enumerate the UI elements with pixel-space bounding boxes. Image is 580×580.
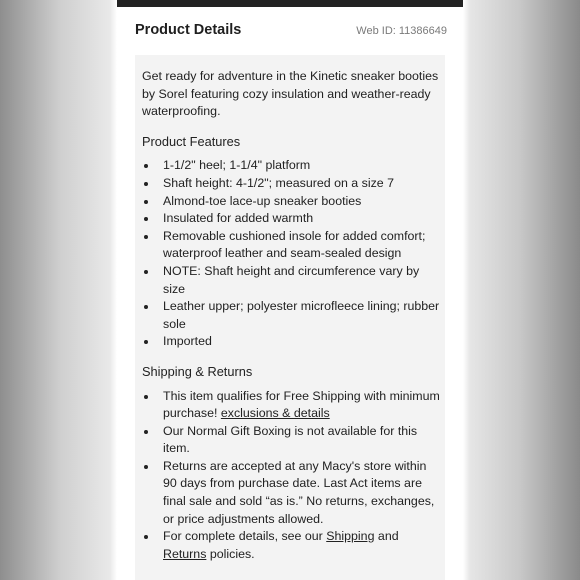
list-item: Imported	[142, 333, 440, 351]
list-item: Removable cushioned insole for added comfort; waterproof leather and seam-sealed design	[142, 228, 440, 263]
shipping-link[interactable]: Shipping	[326, 529, 375, 544]
list-item	[142, 528, 440, 563]
policies-text: policies.	[209, 546, 255, 561]
list-item: Returns are accepted at any Macy's store within 90 days from purchase date. Last Act items are final sale and sold “as is.” No returns, exchanges, or price adjustments allowed.	[142, 458, 440, 528]
product-features-list	[142, 157, 440, 351]
list-item	[142, 388, 440, 423]
list-item: Our Normal Gift Boxing is not available for this item.	[142, 423, 440, 458]
list-item: 1-1/2" heel; 1-1/4" platform	[142, 157, 440, 175]
shipping-returns-list	[142, 388, 440, 564]
status-bar	[117, 0, 463, 7]
product-description: Get ready for adventure in the Kinetic sneaker booties by Sorel featuring cozy insulation and weather-ready waterproofing.	[142, 69, 439, 119]
list-item: Leather upper; polyester microfleece lining; rubber sole	[142, 298, 440, 333]
phone-screen	[117, 0, 463, 580]
list-item: Almond-toe lace-up sneaker booties	[142, 193, 440, 211]
returns-link[interactable]: Returns	[163, 546, 207, 561]
product-features-heading: Product Features	[142, 133, 241, 149]
web-id-label: Web ID: 11386649	[356, 25, 447, 37]
product-details-content	[142, 68, 440, 575]
list-item: NOTE: Shaft height and circumference vary by size	[142, 263, 440, 298]
free-shipping-text: This item qualifies for Free Shipping with minimum purchase!	[163, 388, 440, 421]
and-text: and	[377, 529, 399, 544]
list-item: Shaft height: 4-1/2"; measured on a size 7	[142, 175, 440, 193]
exclusions-details-link[interactable]: exclusions & details	[220, 406, 330, 421]
list-item: Insulated for added warmth	[142, 210, 440, 228]
shipping-returns-heading: Shipping & Returns	[142, 363, 253, 379]
product-details-panel	[135, 55, 445, 580]
page-title: Product Details	[135, 22, 242, 38]
complete-details-text: For complete details, see our	[163, 529, 323, 544]
